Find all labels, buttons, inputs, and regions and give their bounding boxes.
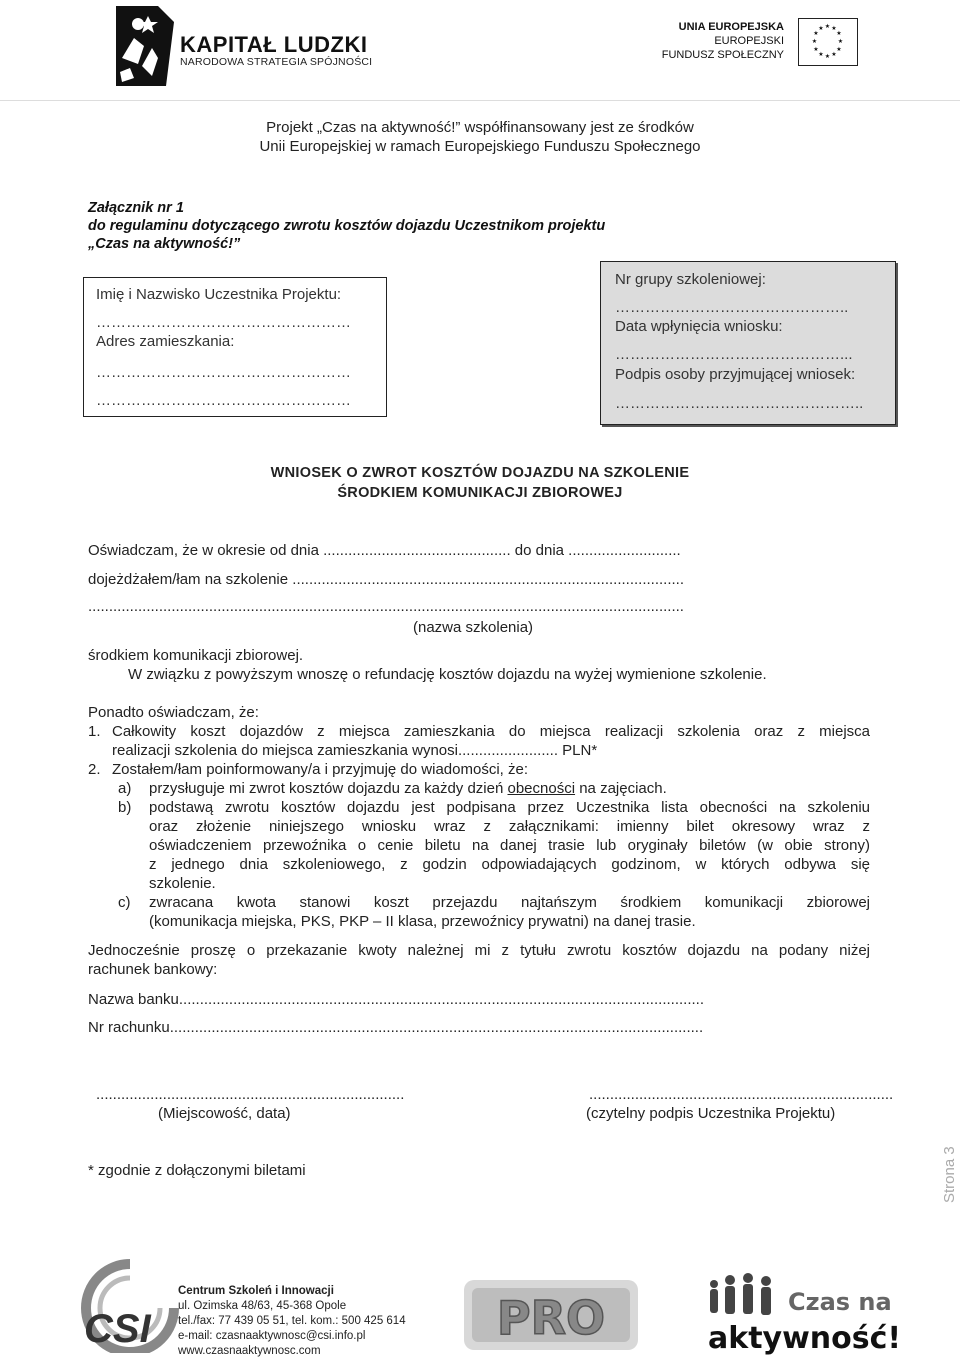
declaration-period-line[interactable]: Oświadczam, że w okresie od dnia ............................................. do dnia ...........................: [88, 542, 681, 559]
project-line-2: Unii Europejskiej w ramach Europejskiego Funduszu Społecznego: [259, 138, 701, 155]
point-2-line-1: Zostałem/łam poinformowany/a i przyjmuję do wiadomości, że:: [112, 761, 528, 778]
item-c-label: c): [118, 894, 131, 911]
eu-logo-text: [662, 20, 784, 62]
eu-logo-line2: EUROPEJSKI: [714, 35, 784, 47]
csi-phone: tel./fax: 77 439 05 51, tel. kom.: 500 425 614: [178, 1315, 406, 1327]
address-field-2[interactable]: ……………………………………………: [96, 392, 351, 409]
item-b-line-5: szkolenie.: [149, 875, 216, 892]
svg-text:★: ★: [818, 51, 824, 58]
kapital-ludzki-logo: [108, 0, 408, 92]
item-a-text-underlined: obecności: [507, 780, 576, 797]
office-use-box: [600, 261, 896, 425]
csi-logo: [70, 1258, 180, 1353]
csi-address: ul. Ozimska 48/63, 45-368 Opole: [178, 1300, 347, 1312]
further-declaration-intro: Ponadto oświadczam, że:: [88, 704, 259, 721]
item-b-label: b): [118, 799, 132, 816]
bank-request-line-1: Jednocześnie proszę o przekazanie kwoty należnej mi z tytułu zwrotu kosztów dojazdu na podany niżej: [88, 942, 870, 959]
csi-website: www.czasnaaktywnosc.com: [178, 1345, 321, 1357]
declaration-transport-line: środkiem komunikacji zbiorowej.: [88, 647, 304, 664]
training-name-field[interactable]: ...............................................................................................................................................: [88, 598, 684, 615]
kapital-ludzki-emblem-icon: [108, 2, 180, 88]
group-number-label: Nr grupy szkoleniowej:: [615, 271, 766, 288]
item-b-line-4: z jednego dnia szkoleniowego, z godzin odpowiadających godzinom, w których odbywa się: [149, 856, 870, 873]
point-1-number: 1.: [88, 723, 101, 740]
participant-signature-field[interactable]: .........................................................................: [589, 1086, 894, 1103]
place-date-field[interactable]: ..........................................................................: [96, 1086, 405, 1103]
item-a-text: [149, 780, 667, 797]
pro-emblem-icon: [462, 1278, 640, 1352]
svg-text:★: ★: [824, 23, 831, 30]
page-number: [935, 1145, 960, 1205]
item-c-line-1: zwracana kwota stanowi koszt przejazdu najtańszym środkiem komunikacji zbiorowej: [149, 894, 870, 911]
bank-name-field[interactable]: Nazwa banku..............................................................................................................................: [88, 991, 704, 1008]
attachment-description: do regulaminu dotyczącego zwrotu kosztów dojazdu Uczestnikom projektu: [88, 218, 606, 234]
item-a-label: a): [118, 780, 132, 797]
svg-text:★: ★: [824, 53, 831, 60]
eu-logo-line3: FUNDUSZ SPOŁECZNY: [661, 49, 784, 61]
attachment-project-name: „Czas na aktywność!”: [88, 236, 241, 252]
receiver-signature-label: Podpis osoby przyjmującej wniosek:: [615, 366, 856, 383]
participant-info-box: [83, 277, 387, 417]
receipt-date-field[interactable]: ………………………………………...: [615, 346, 853, 363]
point-1-line-1: Całkowity koszt dojazdów z miejsca zamieszkania do miejsca realizacji szkolenia oraz z miejsca: [112, 723, 870, 740]
participant-name-field[interactable]: ……………………………………………: [96, 314, 351, 331]
svg-text:★: ★: [811, 38, 818, 45]
svg-text:★: ★: [831, 25, 837, 32]
svg-text:★: ★: [818, 25, 824, 32]
item-b-line-3: oświadczeniem przewoźnika o cenie biletu na danej trasie lub oryginały biletów (w obie strony): [149, 837, 870, 854]
bank-request-line-2: rachunek bankowy:: [88, 961, 218, 978]
point-1-cost-field[interactable]: realizacji szkolenia do miejsca zamieszkania wynosi........................ PLN*: [112, 742, 598, 759]
group-number-field[interactable]: ………………………………………..: [615, 299, 849, 316]
kapital-ludzki-title: KAPITAŁ LUDZKI: [180, 32, 368, 57]
participant-name-label: Imię i Nazwisko Uczestnika Projektu:: [96, 286, 342, 303]
csi-emblem-icon: [70, 1258, 180, 1353]
receiver-signature-field[interactable]: …………………………………………..: [615, 395, 864, 412]
csi-email: e-mail: czasnaaktywnosc@csi.info.pl: [178, 1330, 366, 1342]
eu-logo: [661, 18, 860, 70]
svg-text:★: ★: [831, 51, 837, 58]
training-name-caption: (nazwa szkolenia): [413, 619, 534, 636]
csi-name: Centrum Szkoleń i Innowacji: [178, 1285, 334, 1297]
eu-logo-line1: UNIA EUROPEJSKA: [678, 21, 784, 33]
account-number-field[interactable]: Nr rachunku................................................................................................................................: [88, 1019, 704, 1036]
item-c-line-2: (komunikacja miejska, PKS, PKP – II klasa, przewoźnicy prywatni) na danej trasie.: [149, 913, 696, 930]
csi-logo-text: CSI: [84, 1307, 151, 1351]
svg-text:★: ★: [837, 38, 844, 45]
pro-logo-text: PRO: [496, 1291, 606, 1345]
form-title-line-2: ŚRODKIEM KOMUNIKACJI ZBIOROWEJ: [337, 485, 623, 501]
svg-text:★: ★: [836, 30, 842, 37]
receipt-date-label: Data wpłynięcia wniosku:: [615, 318, 783, 335]
project-line-1: Projekt „Czas na aktywność!” współfinansowany jest ze środków: [266, 119, 694, 136]
czas-na-aktywnosc-logo: [704, 1268, 900, 1356]
eu-flag-icon: [798, 18, 858, 66]
pro-logo: [462, 1278, 640, 1352]
point-2-number: 2.: [88, 761, 101, 778]
attachment-number: Załącznik nr 1: [88, 200, 184, 216]
czas-logo-line2: aktywność!: [708, 1321, 900, 1356]
svg-text:★: ★: [813, 30, 819, 37]
page-number-text: Strona 3: [941, 1146, 958, 1203]
address-label: Adres zamieszkania:: [96, 333, 235, 350]
address-field-1[interactable]: ……………………………………………: [96, 364, 351, 381]
refund-request-line: W związku z powyższym wnoszę o refundację kosztów dojazdu na wyżej wymienione szkolenie.: [128, 666, 767, 683]
item-a-text-post: na zajęciach.: [575, 780, 667, 797]
place-date-caption: (Miejscowość, data): [158, 1105, 291, 1122]
item-b-line-1: podstawą zwrotu kosztów dojazdu jest podpisana przez Uczestnika lista obecności na szkoleniu: [149, 799, 870, 816]
participant-signature-caption: (czytelny podpis Uczestnika Projektu): [586, 1105, 836, 1122]
czas-logo-line1: Czas na: [788, 1288, 892, 1316]
form-title-line-1: WNIOSEK O ZWROT KOSZTÓW DOJAZDU NA SZKOLENIE: [270, 465, 690, 481]
header-divider: [0, 100, 960, 101]
item-b-line-2: oraz złożenie niniejszego wniosku wraz z załącznikami: imienny bilet okresowy wraz z: [149, 818, 870, 835]
csi-contact: [178, 1284, 406, 1359]
svg-text:★: ★: [836, 46, 842, 53]
walking-figures-icon: [704, 1268, 900, 1356]
svg-text:★: ★: [813, 46, 819, 53]
item-a-text-pre: przysługuje mi zwrot kosztów dojazdu za każdy dzień: [149, 780, 508, 797]
footnote: * zgodnie z dołączonymi biletami: [88, 1162, 306, 1179]
kapital-ludzki-subtitle: NARODOWA STRATEGIA SPÓJNOŚCI: [180, 56, 373, 68]
declaration-training-line[interactable]: dojeżdżałem/łam na szkolenie ..............................................................................................: [88, 571, 685, 588]
